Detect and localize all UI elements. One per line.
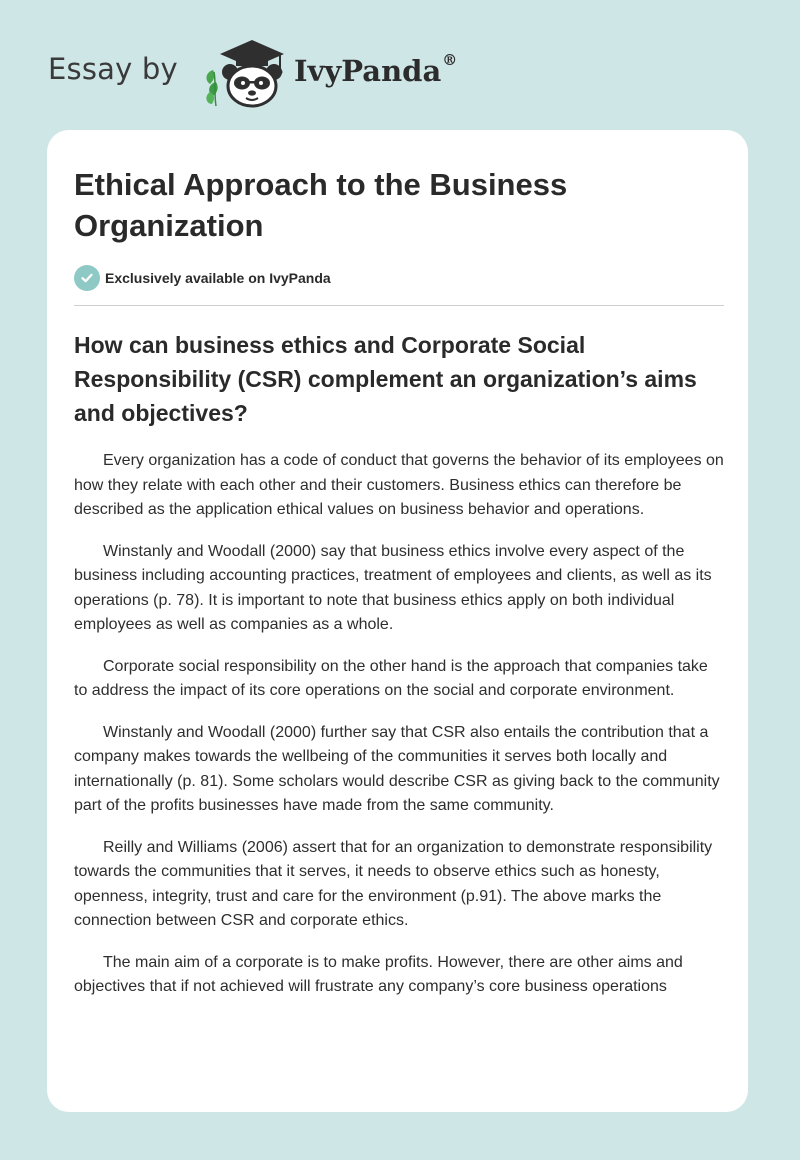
exclusive-badge-label: Exclusively available on IvyPanda [105,270,331,286]
brand-name[interactable]: IvyPanda® [294,51,458,88]
exclusive-badge [74,264,724,292]
paragraph: Corporate social responsibility on the other hand is the approach that companies take to address the impact of its core operations on the social and corporate environment. [74,657,708,699]
article-card [47,130,748,1112]
article-title: Ethical Approach to the Business Organization [74,167,568,243]
ivypanda-logo-link[interactable] [200,32,292,110]
section-heading: How can business ethics and Corporate Social Responsibility (CSR) complement an organization’s aims and objectives? [74,332,697,426]
title-divider [74,305,724,306]
article-content [74,164,724,1000]
paragraph: Every organization has a code of conduct that governs the behavior of its employees on how they relate with each other and their customers. Business ethics can therefore be described as the application ethical values on business behavior and operations. [74,452,724,518]
paragraph: Winstanly and Woodall (2000) further say that CSR also entails the contribution that a company makes towards the wellbeing of the communities it serves both locally and internationally (p. 81). Some scholars would describe CSR as giving back to the community part of the profits businesses have made from the same community. [74,723,720,814]
ivy-leaf-icon [206,70,217,106]
paragraph: The main aim of a corporate is to make profits. However, there are other aims and objectives that if not achieved will frustrate any company’s core business operations [74,953,683,995]
paragraph: Reilly and Williams (2006) assert that for an organization to demonstrate responsibility towards the communities that it serves, it needs to observe ethics such as honesty, openness, integrity, trust and care for the environment (p.91). The above marks the connection between CSR and corporate ethics. [74,838,713,929]
site-header [48,32,508,112]
check-circle-icon [74,265,100,291]
brand-prefix: Essay by [48,52,178,86]
panda-graduate-icon [200,32,292,110]
paragraph: Winstanly and Woodall (2000) say that business ethics involve every aspect of the business including accounting practices, treatment of employees and clients, as well as its operations (p. 78). It is important to note that business ethics apply on both individual employees as well as companies as a whole. [74,542,712,633]
trademark-symbol: ® [442,51,458,69]
